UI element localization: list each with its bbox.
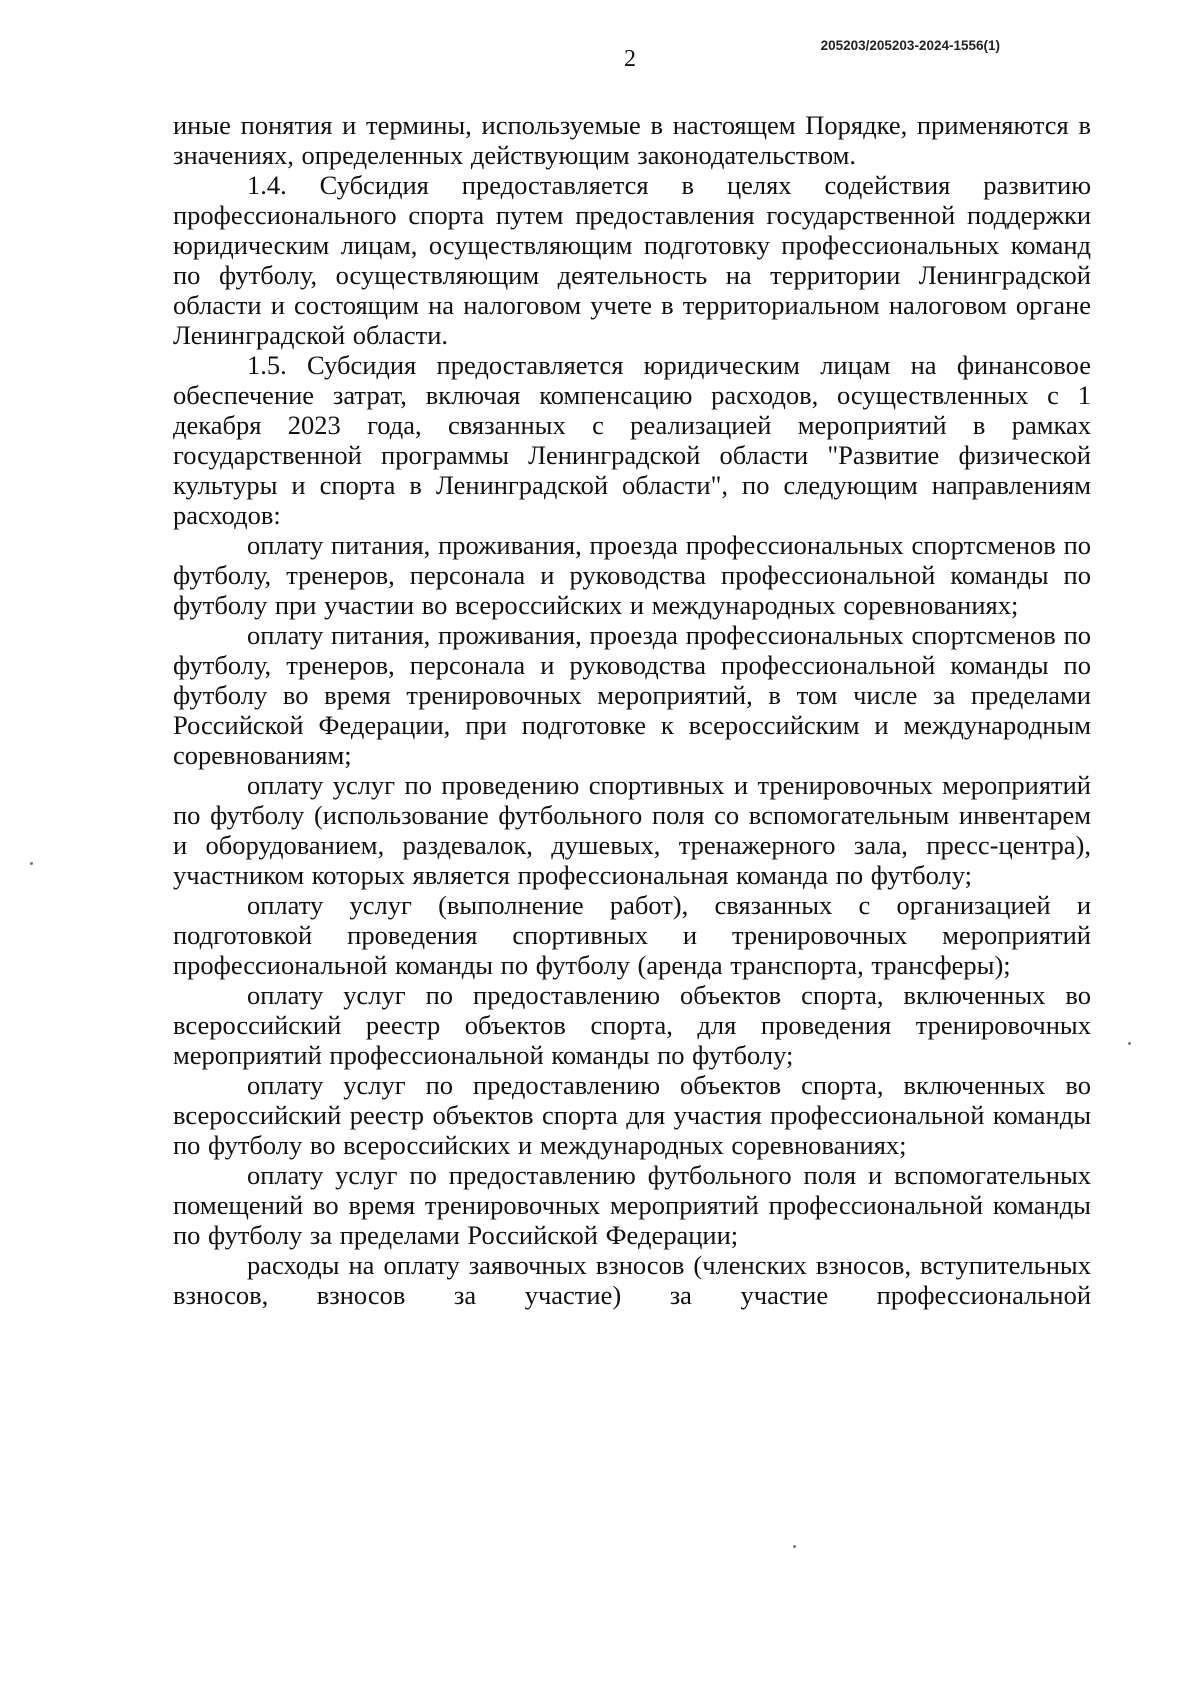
list-item-sport-facilities-training: оплату услуг по предоставлению объектов спорта, включенных во всероссийский реестр объектов спорта, для проведения тренировочных мероприятий профессиональной команды по футболу; [173, 980, 1091, 1070]
page-number: 2 [624, 46, 636, 72]
list-item-event-services: оплату услуг по проведению спортивных и тренировочных мероприятий по футболу (использование футбольного поля со вспомогательным инвентарем и оборудованием, раздевалок, душевых, тренажерного зала, пресс-центра), участником которых является профессиональная команда по футболу; [173, 770, 1091, 890]
scan-speck [1128, 1042, 1131, 1045]
paragraph-terms: иные понятия и термины, используемые в настоящем Порядке, применяются в значениях, определенных действующим законодательством. [173, 110, 1091, 170]
list-item-field-abroad: оплату услуг по предоставлению футбольного поля и вспомогательных помещений во время тренировочных мероприятий профессиональной команды по футболу за пределами Российской Федерации; [173, 1160, 1091, 1250]
list-item-entry-fees: расходы на оплату заявочных взносов (членских взносов, вступительных взносов, взносов за участие) за участие профессиональной [173, 1250, 1091, 1310]
document-body [173, 110, 1091, 1310]
list-item-training-travel: оплату питания, проживания, проезда профессиональных спортсменов по футболу, тренеров, персонала и руководства профессиональной команды по футболу во время тренировочных мероприятий, в том числе за пределами Российской Федерации, при подготовке к всероссийским и международным соревнованиям; [173, 620, 1091, 770]
paragraph-1-5: 1.5. Субсидия предоставляется юридическим лицам на финансовое обеспечение затрат, включая компенсацию расходов, осуществленных с 1 декабря 2023 года, связанных с реализацией мероприятий в рамках государственной программы Ленинградской области "Развитие физической культуры и спорта в Ленинградской области", по следующим направлениям расходов: [173, 350, 1091, 530]
paragraph-1-4: 1.4. Субсидия предоставляется в целях содействия развитию профессионального спорта путем предоставления государственной поддержки юридическим лицам, осуществляющим подготовку профессиональных команд по футболу, осуществляющим деятельность на территории Ленинградской области и состоящим на налоговом учете в территориальном налоговом органе Ленинградской области. [173, 170, 1091, 350]
scan-speck [793, 1545, 796, 1548]
list-item-sport-facilities-competitions: оплату услуг по предоставлению объектов спорта, включенных во всероссийский реестр объектов спорта для участия профессиональной команды по футболу во всероссийских и международных соревнованиях; [173, 1070, 1091, 1160]
scan-speck [30, 862, 33, 865]
list-item-competitions-travel: оплату питания, проживания, проезда профессиональных спортсменов по футболу, тренеров, персонала и руководства профессиональной команды по футболу при участии во всероссийских и международных соревнованиях; [173, 530, 1091, 620]
list-item-organization-services: оплату услуг (выполнение работ), связанных с организацией и подготовкой проведения спортивных и тренировочных мероприятий профессиональной команды по футболу (аренда транспорта, трансферы); [173, 890, 1091, 980]
document-id: 205203/205203-2024-1556(1) [820, 38, 1000, 53]
